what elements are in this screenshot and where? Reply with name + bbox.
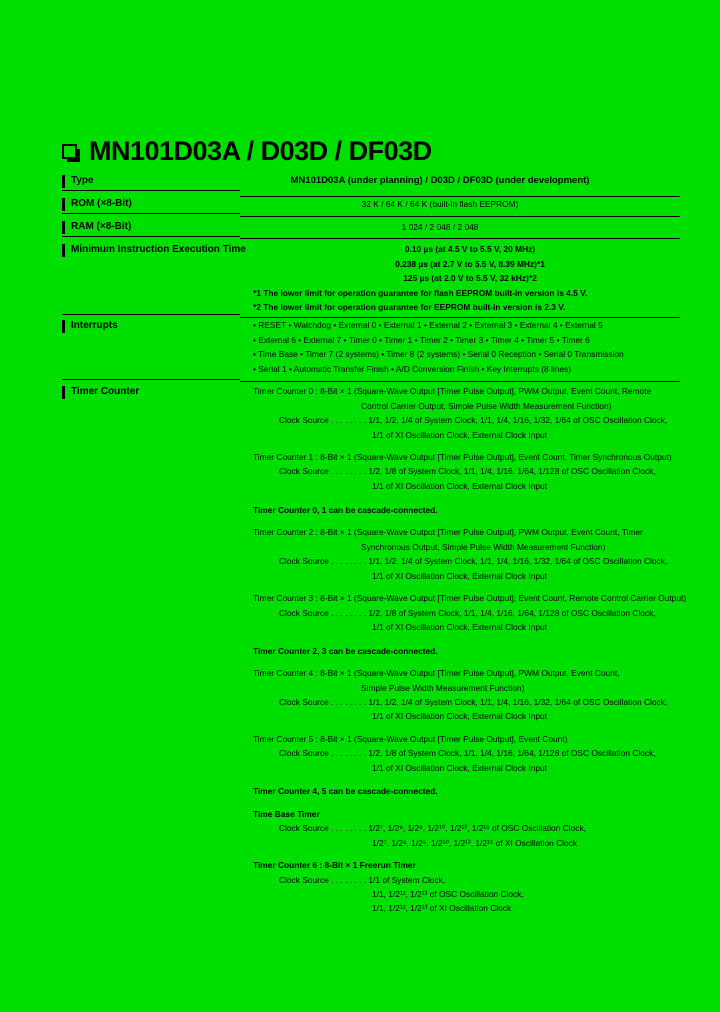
timer-line: 1/1, 1/2¹², 1/2¹³ of OSC Oscillation Clock,	[372, 889, 524, 899]
timer-line: Timer Counter 2 : 8-Bit × 1 (Square-Wave Output [Timer Pulse Output], PWM Output, Event Count, Timer	[253, 527, 643, 537]
section-label: ROM (×8-Bit)	[71, 198, 132, 209]
interrupt-line: • Time Base • Timer 7 (2 systems) • Timer 8 (2 systems) • Serial 0 Reception • Serial 0 Transmission	[253, 349, 624, 359]
timer-line: 1/1 of XI Oscillation Clock, External Clock Input	[372, 430, 548, 440]
timer-line: 1/1, 1/2¹², 1/2¹³ of XI Oscillation Clock	[372, 903, 512, 913]
divider	[62, 213, 240, 214]
section-marker	[62, 386, 65, 399]
timer-line: Simple Pulse Width Measurement Function)	[361, 683, 525, 693]
checkbox-square-icon	[62, 144, 77, 159]
section-label: Minimum Instruction Execution Time	[71, 244, 246, 255]
timer-line: Control Carrier Output, Simple Pulse Width Measurement Function)	[361, 401, 612, 411]
timer-line: Timer Counter 1 : 8-Bit × 1 (Square-Wave Output [Timer Pulse Output], Event Count, Timer Synchronous Output)	[253, 452, 672, 462]
timer-line: 1/1 of XI Oscillation Clock, External Clock Input	[372, 481, 548, 491]
rom-value: 32 K / 64 K / 64 K (built-in flash EEPROM)	[361, 199, 519, 209]
divider	[62, 236, 240, 237]
interrupt-line: • RESET • Watchdog • External 0 • External 1 • External 2 • External 3 • External 4 • External 5	[253, 320, 603, 330]
timer-line: Clock Source . . . . . . . . 1/1, 1/2, 1/4 of System Clock, 1/1, 1/4, 1/16, 1/32, 1/64 of OSC Oscillation Clock,	[279, 556, 668, 566]
timer-heading: Timer Counter 6 : 8-Bit × 1 Freerun Timer	[253, 860, 416, 870]
timer-line: Timer Counter 3 : 8-Bit × 1 (Square-Wave Output [Timer Pulse Output], Event Count, Remote Control Carrier Output)	[253, 593, 687, 603]
section-label: Interrupts	[71, 320, 118, 331]
section-marker	[62, 320, 65, 333]
section-marker	[62, 244, 65, 257]
exec-line: 0.10 µs (at 4.5 V to 5.5 V, 20 MHz)	[404, 244, 536, 254]
timer-line: Clock Source . . . . . . . . 1/2⁷, 1/2⁸, 1/2⁹, 1/2¹⁰, 1/2¹³, 1/2¹⁵ of OSC Oscillation Clock,	[279, 823, 586, 833]
timer-note: Timer Counter 0, 1 can be cascade-connected.	[253, 505, 438, 515]
timer-note: Timer Counter 4, 5 can be cascade-connected.	[253, 786, 438, 796]
interrupt-line: • Serial 1 • Automatic Transfer Finish • A/D Conversion Finish • Key Interrupts (8 lines)	[253, 364, 572, 374]
exec-note: *1 The lower limit for operation guarantee for flash EEPROM built-in version is 4.5 V.	[253, 288, 588, 298]
timer-line: Timer Counter 4 : 8-Bit × 1 (Square-Wave Output [Timer Pulse Output], PWM Output, Event Count,	[253, 668, 620, 678]
type-value: MN101D03A (under planning) / D03D / DF03D (under development)	[290, 175, 590, 186]
timer-line: Synchronous Output, Simple Pulse Width Measurement Function)	[361, 542, 606, 552]
timer-line: 1/1 of XI Oscillation Clock, External Clock Input	[372, 622, 548, 632]
timer-note: Timer Counter 2, 3 can be cascade-connected.	[253, 646, 438, 656]
timer-line: Clock Source . . . . . . . . 1/2, 1/8 of System Clock, 1/1, 1/4, 1/16, 1/64, 1/128 of OSC Oscillation Clock,	[279, 608, 656, 618]
timer-heading: Time Base Timer	[253, 809, 320, 819]
timer-line: Timer Counter 0 : 8-Bit × 1 (Square-Wave Output [Timer Pulse Output], PWM Output, Event Count, Remote	[253, 386, 652, 396]
section-label: RAM (×8-Bit)	[71, 221, 132, 232]
exec-line: 125 µs (at 2.0 V to 5.5 V, 32 kHz)*2	[403, 273, 537, 283]
divider	[240, 216, 680, 217]
timer-line: Clock Source . . . . . . . . 1/1, 1/2, 1/4 of System Clock, 1/1, 1/4, 1/16, 1/32, 1/64 of OSC Oscillation Clock,	[279, 415, 668, 425]
interrupt-line: • External 6 • External 7 • Timer 0 • Timer 1 • Timer 2 • Timer 3 • Timer 4 • Timer 5 • Timer 6	[253, 335, 590, 345]
timer-line: Clock Source . . . . . . . . 1/2, 1/8 of System Clock, 1/1, 1/4, 1/16, 1/64, 1/128 of OSC Oscillation Clock,	[279, 466, 656, 476]
page-title-text: MN101D03A / D03D / DF03D	[89, 136, 432, 166]
timer-line: Clock Source . . . . . . . . 1/2, 1/8 of System Clock, 1/1, 1/4, 1/16, 1/64, 1/128 of OSC Oscillation Clock,	[279, 748, 656, 758]
divider	[240, 196, 680, 197]
divider	[62, 190, 240, 191]
section-marker	[62, 175, 65, 188]
timer-line: 1/1 of XI Oscillation Clock, External Clock Input	[372, 711, 548, 721]
exec-line: 0.238 µs (at 2.7 V to 5.5 V, 8.39 MHz)*1	[395, 259, 545, 269]
timer-line: Clock Source . . . . . . . . 1/1 of System Clock,	[279, 875, 446, 885]
exec-note: *2 The lower limit for operation guarantee for EEPROM built-in version is 2.3 V.	[253, 302, 566, 312]
page-title	[62, 136, 432, 167]
divider	[240, 317, 680, 318]
divider	[62, 379, 240, 380]
timer-line: 1/2⁷, 1/2⁸, 1/2⁹, 1/2¹⁰, 1/2¹³, 1/2¹⁵ of XI Oscillation Clock	[372, 838, 578, 848]
divider	[240, 381, 680, 382]
timer-line: 1/1 of XI Oscillation Clock, External Clock Input	[372, 763, 548, 773]
section-label: Type	[71, 175, 94, 186]
section-marker	[62, 221, 65, 234]
timer-line: 1/1 of XI Oscillation Clock, External Clock Input	[372, 571, 548, 581]
section-marker	[62, 198, 65, 211]
section-label: Timer Counter	[71, 386, 140, 397]
ram-value: 1 024 / 2 048 / 2 048	[401, 222, 479, 232]
timer-line: Timer Counter 5 : 8-Bit × 1 (Square-Wave Output [Timer Pulse Output], Event Count)	[253, 734, 568, 744]
divider	[240, 238, 680, 239]
timer-line: Clock Source . . . . . . . . 1/1, 1/2, 1/4 of System Clock, 1/1, 1/4, 1/16, 1/32, 1/64 of OSC Oscillation Clock,	[279, 697, 668, 707]
divider	[62, 314, 240, 315]
